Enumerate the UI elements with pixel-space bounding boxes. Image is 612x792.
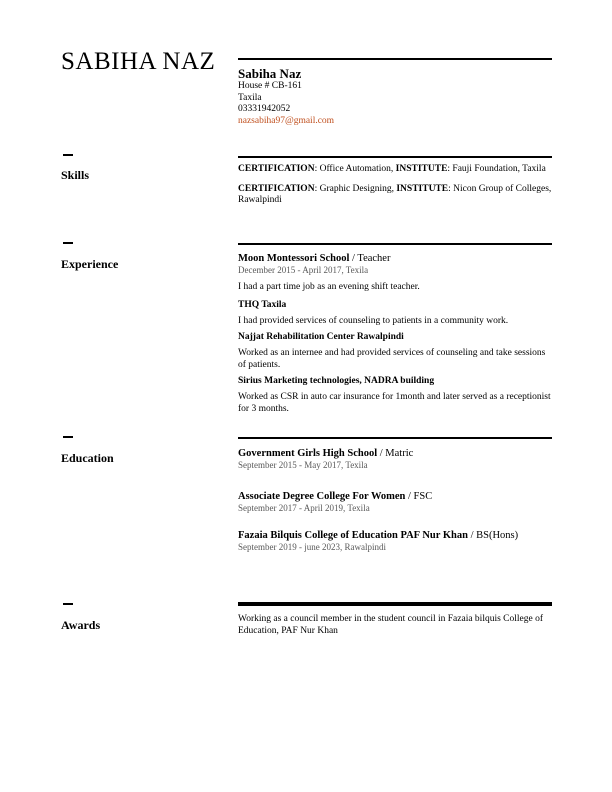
experience-heading: Experience [61, 257, 119, 271]
contact-address: House # CB-161 [238, 81, 302, 91]
experience-divider [238, 243, 552, 245]
awards-divider [238, 602, 552, 606]
education-dash [63, 436, 73, 438]
experience-item-desc: Worked as CSR in auto car insurance for 1month and later served as a receptionist for 3 months. [238, 392, 551, 414]
contact-city: Taxila [238, 92, 262, 103]
experience-item-title: Najjat Rehabilitation Center Rawalpindi [238, 332, 404, 342]
skill-item: CERTIFICATION: Graphic Designing, INSTITUTE: Nicon Group of Colleges, Rawalpindi [238, 183, 552, 205]
experience-entry-head: Moon Montessori School / Teacher [238, 253, 391, 264]
education-heading: Education [61, 451, 114, 465]
education-degree: / FSC [405, 491, 433, 502]
experience-dash [63, 242, 73, 244]
experience-item-title: THQ Taxila [238, 299, 287, 310]
awards-dash [63, 603, 73, 605]
education-entry [238, 490, 552, 514]
experience-list [238, 252, 552, 415]
contact-email[interactable]: nazsabiha97@gmail.com [238, 115, 335, 126]
experience-item-title: Sirius Marketing technologies, NADRA building [238, 376, 435, 386]
contact-block [238, 66, 552, 127]
skills-dash [63, 154, 73, 156]
skills-divider [238, 156, 552, 158]
experience-item-desc: Worked as an internee and had provided services of counseling and take sessions of patients. [238, 348, 546, 370]
education-school: Fazaia Bilquis College of Education PAF Nur Khan [238, 530, 468, 541]
experience-dates: December 2015 - April 2017, Texila [238, 265, 369, 275]
education-degree: / Matric [377, 448, 414, 459]
education-dates: September 2019 - june 2023, Rawalpindi [238, 542, 386, 552]
education-school: Associate Degree College For Women [238, 491, 406, 502]
education-entry [238, 529, 552, 553]
education-dates: September 2015 - May 2017, Texila [238, 460, 368, 470]
education-school: Government Girls High School [238, 448, 378, 459]
skills-list [238, 164, 552, 207]
skills-heading: Skills [61, 168, 90, 182]
resume-name: SABIHA NAZ [61, 48, 216, 75]
contact-phone: 03331942052 [238, 104, 291, 114]
contact-divider [238, 58, 552, 60]
contact-name: Sabiha Naz [238, 66, 302, 81]
education-degree: / BS(Hons) [467, 530, 519, 541]
skill-item: CERTIFICATION: Office Automation, INSTITUTE: Fauji Foundation, Taxila [238, 164, 546, 174]
awards-text: Working as a council member in the student council in Fazaia bilquis College of Education, PAF Nur Khan [238, 614, 544, 636]
education-divider [238, 437, 552, 439]
experience-desc: I had a part time job as an evening shift teacher. [238, 282, 420, 292]
awards-heading: Awards [61, 618, 101, 632]
education-entry [238, 447, 552, 471]
experience-item-desc: I had provided services of counseling to patients in a community work. [238, 315, 509, 326]
education-dates: September 2017 - April 2019, Texila [238, 503, 370, 513]
